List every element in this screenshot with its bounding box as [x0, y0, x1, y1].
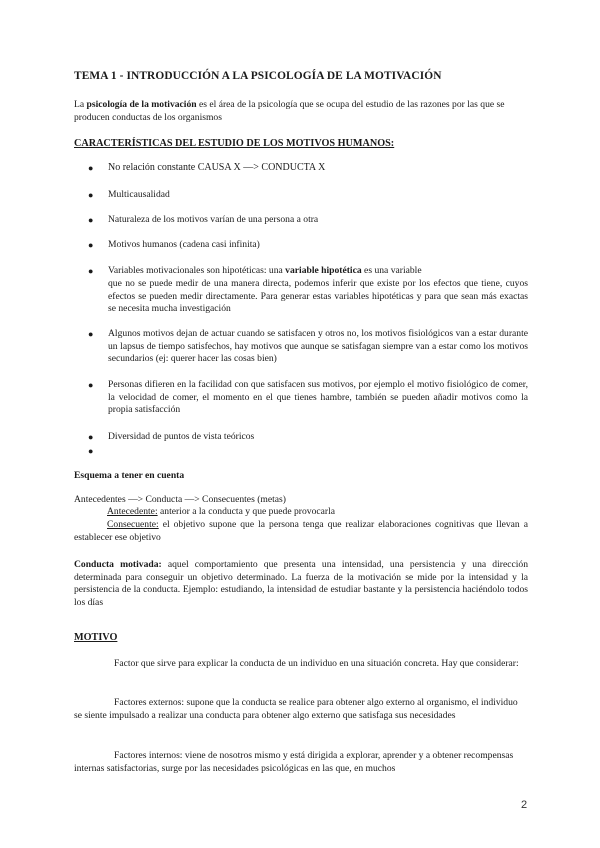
bullet-icon: ●: [88, 190, 94, 200]
list-item: Motivos humanos (cadena casi infinita): [108, 239, 260, 250]
list-item: Diversidad de puntos de vista teóricos: [108, 431, 255, 442]
internal-factors-paragraph: Factores internos: viene de nosotros mismo y está dirigida a explorar, aprender y a obtener recompensas internas satisfactorias, surge por las necesidades psicológicas en las que, en muchos: [74, 750, 514, 774]
page-number: 2: [521, 799, 528, 811]
list-item: No relación constante CAUSA X —> CONDUCTA X: [108, 162, 326, 173]
consecuente-def: Consecuente: el objetivo supone que la persona tenga que realizar elaboraciones cognitivas que llevan a establecer ese objetivo: [74, 519, 528, 543]
characteristics-heading: CARACTERÍSTICAS DEL ESTUDIO DE LOS MOTIVOS HUMANOS:: [74, 138, 395, 149]
list-item: Personas difieren en la facilidad con que satisfacen sus motivos, por ejemplo el motivo fisiológico de comer, la velocidad de comer, el momento en el que tienes hambre, también se pueden añadir motivos como la propia satisfacción: [108, 379, 528, 416]
list-item-variables-cont: que no se puede medir de una manera directa, podemos inferir que existe por los efectos que tiene, cuyos efectos se pueden medir directamente. Para generar estas variables hipotéticas y para que sean más exactas se necesita mucha investigación: [108, 278, 528, 315]
scheme-line: Antecedentes —> Conducta —> Consecuentes (metas): [74, 494, 286, 505]
bullet-icon: ●: [88, 266, 94, 276]
variable-term: variable hipotética: [285, 265, 362, 276]
motivo-heading: MOTIVO: [74, 632, 118, 643]
list-item: Algunos motivos dejan de actuar cuando se satisfacen y otros no, los motivos fisiológicos van a estar durante un lapsus de tiempo satisfechos, hay motivos que aunque se satisfagan siempre van a estar como los motivos secundarios (ej: querer hacer las cosas bien): [108, 328, 528, 365]
bullet-icon: ●: [88, 432, 94, 442]
bullet-icon: ●: [88, 380, 94, 390]
motivated-behavior-def: Conducta motivada: aquel comportamiento que presenta una intensidad, una persistencia y una dirección determinada para conseguir un objetivo determinado. La fuerza de la motivación se mide por la intensidad y la persistencia de la conducta. Ejemplo: estudiando, la intensidad de estudiar bastante y la persistencia haciéndolo todos los días: [74, 559, 528, 608]
antecedente-def: Antecedente: anterior a la conducta y que puede provocarla: [107, 506, 336, 517]
intro-paragraph: La psicología de la motivación es el área de la psicología que se ocupa del estudio de las razones por las que se producen conductas de los organismos: [74, 99, 505, 123]
list-item: Naturaleza de los motivos varían de una persona a otra: [108, 214, 319, 225]
scheme-heading: Esquema a tener en cuenta: [74, 470, 185, 481]
list-item-variables: Variables motivacionales son hipotéticas: una variable hipotética es una variable: [108, 265, 422, 276]
bullet-icon: ●: [88, 240, 94, 250]
external-factors-paragraph: Factores externos: supone que la conducta se realice para obtener algo externo al organismo, el individuo se siente impulsado a realizar una conducta para obtener algo externo que satisfaga sus necesidades: [74, 697, 518, 721]
bullet-icon: ●: [88, 446, 94, 456]
motivo-paragraph: Factor que sirve para explicar la conducta de un individuo en una situación concreta. Hay que considerar:: [114, 658, 519, 669]
intro-term: psicología de la motivación: [86, 99, 197, 110]
list-item: Multicausalidad: [108, 189, 170, 200]
bullet-icon: ●: [88, 163, 94, 173]
bullet-icon: ●: [88, 329, 94, 339]
bullet-icon: ●: [88, 215, 94, 225]
page-title: TEMA 1 - INTRODUCCIÓN A LA PSICOLOGÍA DE LA MOTIVACIÓN: [74, 70, 442, 82]
